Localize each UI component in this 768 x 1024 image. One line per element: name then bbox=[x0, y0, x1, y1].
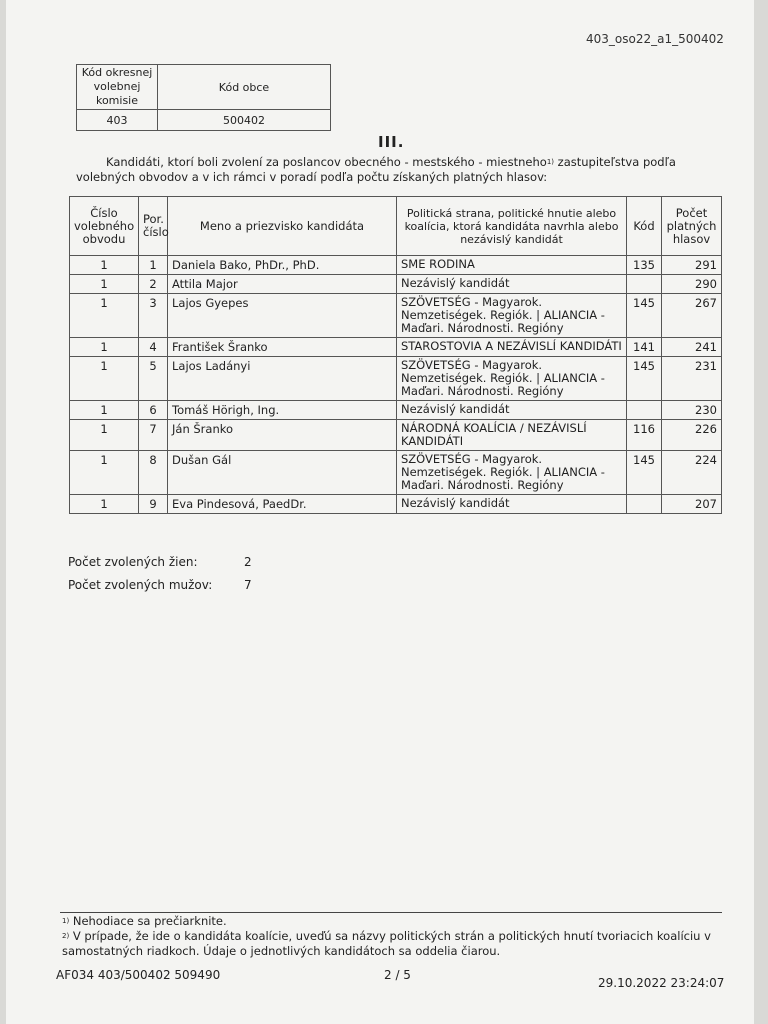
cell-district: 1 bbox=[70, 338, 139, 357]
header-votes: Počet platných hlasov bbox=[662, 197, 722, 256]
cell-name: Daniela Bako, PhDr., PhD. bbox=[168, 256, 397, 275]
table-row bbox=[70, 451, 722, 495]
cell-code: 141 bbox=[627, 338, 662, 357]
cell-order: 6 bbox=[139, 401, 168, 420]
cell-votes: 241 bbox=[662, 338, 722, 357]
codes-table bbox=[76, 64, 331, 131]
cell-name: Attila Major bbox=[168, 275, 397, 294]
cell-district: 1 bbox=[70, 275, 139, 294]
header-district: Číslo volebného obvodu bbox=[70, 197, 139, 256]
cell-order: 3 bbox=[139, 294, 168, 338]
cell-district: 1 bbox=[70, 451, 139, 495]
cell-order: 4 bbox=[139, 338, 168, 357]
codes-header-district-commission: Kód okresnej volebnej komisie bbox=[77, 65, 158, 110]
intro-text bbox=[76, 155, 726, 185]
cell-party: STAROSTOVIA A NEZÁVISLÍ KANDIDÁTI bbox=[397, 338, 627, 357]
footnote-2-ref: 2) bbox=[62, 932, 70, 940]
cell-party: Nezávislý kandidát bbox=[397, 275, 627, 294]
table-row bbox=[70, 357, 722, 401]
cell-name: Ján Šranko bbox=[168, 420, 397, 451]
cell-code bbox=[627, 495, 662, 514]
table-header-row bbox=[70, 197, 722, 256]
codes-header-municipality: Kód obce bbox=[158, 65, 331, 110]
footnote-1-ref: 1) bbox=[62, 917, 70, 925]
cell-district: 1 bbox=[70, 294, 139, 338]
cell-order: 7 bbox=[139, 420, 168, 451]
cell-votes: 267 bbox=[662, 294, 722, 338]
cell-order: 8 bbox=[139, 451, 168, 495]
cell-votes: 291 bbox=[662, 256, 722, 275]
cell-name: Tomáš Hörigh, Ing. bbox=[168, 401, 397, 420]
summary-women bbox=[68, 555, 252, 569]
footnote-divider bbox=[60, 912, 722, 913]
footnote-1-text: Nehodiace sa prečiarknite. bbox=[69, 914, 227, 928]
intro-text-part1: Kandidáti, ktorí boli zvolení za poslancov obecného - mestského - miestneho bbox=[106, 155, 547, 169]
header-name: Meno a priezvisko kandidáta bbox=[168, 197, 397, 256]
table-row bbox=[70, 420, 722, 451]
table-row bbox=[70, 401, 722, 420]
footnotes bbox=[62, 914, 722, 959]
header-order: Por. číslo bbox=[139, 197, 168, 256]
cell-votes: 207 bbox=[662, 495, 722, 514]
table-row bbox=[70, 495, 722, 514]
summary-men bbox=[68, 578, 252, 592]
cell-votes: 230 bbox=[662, 401, 722, 420]
cell-party: SZÖVETSÉG - Magyarok. Nemzetiségek. Regiók. | ALIANCIA - Maďari. Národnosti. Regióny bbox=[397, 294, 627, 338]
cell-order: 2 bbox=[139, 275, 168, 294]
candidates-table bbox=[69, 196, 722, 514]
footnote-2-text: V prípade, že ide o kandidáta koalície, uveďú sa názvy politických strán a politických hnutí tvoriacich koalíciu v samostatných riadkoch. Údaje o jednotlivých kandidátoch sa oddelia čiarou. bbox=[62, 929, 711, 958]
cell-order: 9 bbox=[139, 495, 168, 514]
cell-order: 1 bbox=[139, 256, 168, 275]
cell-code: 145 bbox=[627, 294, 662, 338]
cell-name: Lajos Ladányi bbox=[168, 357, 397, 401]
cell-votes: 224 bbox=[662, 451, 722, 495]
cell-district: 1 bbox=[70, 256, 139, 275]
table-row bbox=[70, 275, 722, 294]
intro-footnote-ref: 1) bbox=[546, 158, 555, 166]
cell-code: 145 bbox=[627, 451, 662, 495]
cell-code bbox=[627, 275, 662, 294]
cell-party: Nezávislý kandidát bbox=[397, 495, 627, 514]
cell-party: Nezávislý kandidát bbox=[397, 401, 627, 420]
cell-name: Lajos Gyepes bbox=[168, 294, 397, 338]
cell-party: SME RODINA bbox=[397, 256, 627, 275]
table-row bbox=[70, 294, 722, 338]
cell-votes: 226 bbox=[662, 420, 722, 451]
cell-code: 116 bbox=[627, 420, 662, 451]
summary-women-value: 2 bbox=[244, 555, 252, 569]
header-party: Politická strana, politické hnutie alebo koalícia, ktorá kandidáta navrhla alebo nezávislý kandidát bbox=[397, 197, 627, 256]
cell-party: NÁRODNÁ KOALÍCIA / NEZÁVISLÍ KANDIDÁTI bbox=[397, 420, 627, 451]
cell-district: 1 bbox=[70, 401, 139, 420]
cell-district: 1 bbox=[70, 420, 139, 451]
cell-code: 135 bbox=[627, 256, 662, 275]
section-heading: III. bbox=[378, 133, 405, 151]
table-row bbox=[70, 338, 722, 357]
cell-district: 1 bbox=[70, 495, 139, 514]
cell-code bbox=[627, 401, 662, 420]
cell-votes: 290 bbox=[662, 275, 722, 294]
cell-name: Eva Pindesová, PaedDr. bbox=[168, 495, 397, 514]
cell-district: 1 bbox=[70, 357, 139, 401]
summary-men-label: Počet zvolených mužov: bbox=[68, 578, 213, 592]
cell-votes: 231 bbox=[662, 357, 722, 401]
cell-name: František Šranko bbox=[168, 338, 397, 357]
document-id: 403_oso22_a1_500402 bbox=[586, 32, 724, 46]
footer-datetime: 29.10.2022 23:24:07 bbox=[598, 976, 725, 990]
header-code: Kód bbox=[627, 197, 662, 256]
table-row bbox=[70, 256, 722, 275]
cell-code: 145 bbox=[627, 357, 662, 401]
codes-value-municipality: 500402 bbox=[158, 110, 331, 131]
footer-form-id: AF034 403/500402 509490 bbox=[56, 968, 221, 982]
intro-text-part2: zastupiteľstva podľa volebných obvodov a v ich rámci v poradí podľa počtu získaných platných hlasov: bbox=[76, 155, 676, 184]
summary-men-value: 7 bbox=[244, 578, 252, 592]
footer-page-number: 2 / 5 bbox=[384, 968, 411, 982]
cell-order: 5 bbox=[139, 357, 168, 401]
codes-value-district-commission: 403 bbox=[77, 110, 158, 131]
cell-party: SZÖVETSÉG - Magyarok. Nemzetiségek. Regiók. | ALIANCIA - Maďari. Národnosti. Regióny bbox=[397, 357, 627, 401]
cell-party: SZÖVETSÉG - Magyarok. Nemzetiségek. Regiók. | ALIANCIA - Maďari. Národnosti. Regióny bbox=[397, 451, 627, 495]
cell-name: Dušan Gál bbox=[168, 451, 397, 495]
summary-women-label: Počet zvolených žien: bbox=[68, 555, 198, 569]
